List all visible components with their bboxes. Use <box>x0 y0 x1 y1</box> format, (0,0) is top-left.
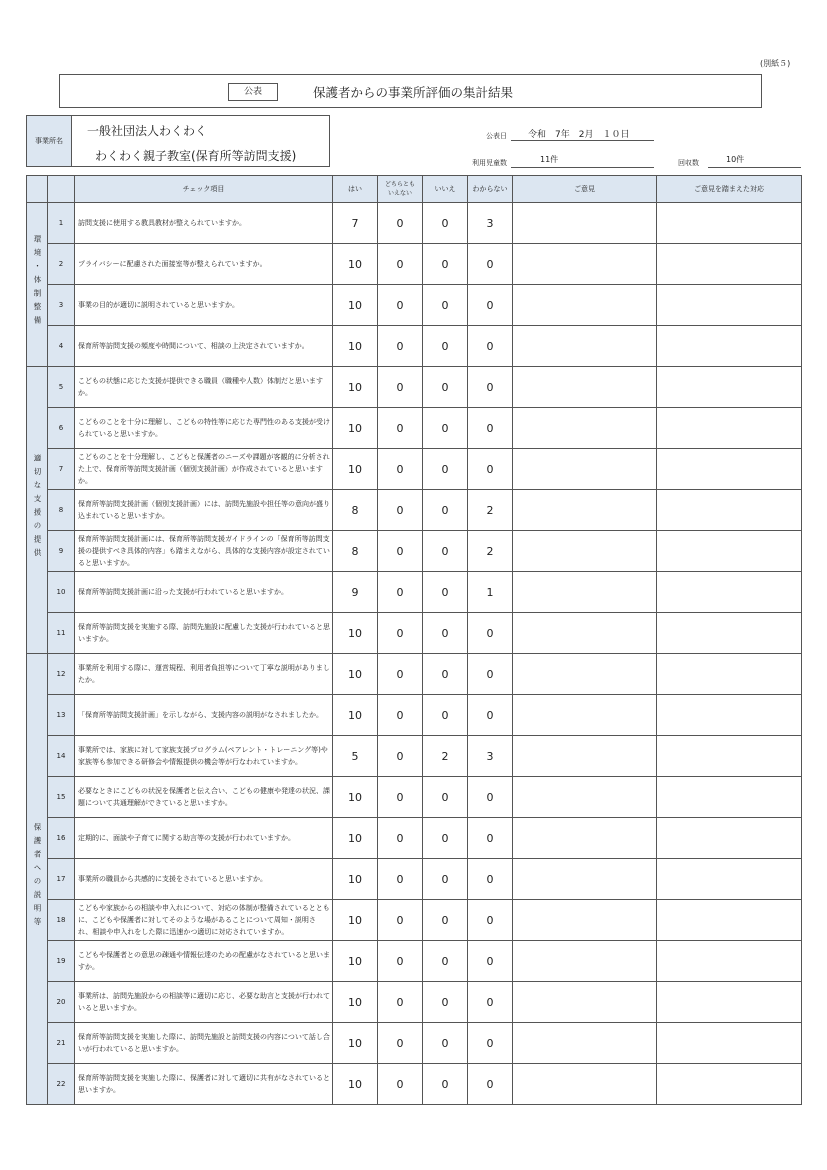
children-count-value: 11件 <box>511 154 654 168</box>
answer-neither: 0 <box>378 203 423 244</box>
answer-yes: 10 <box>333 777 378 818</box>
answer-neither: 0 <box>378 1023 423 1064</box>
opinion-cell <box>513 572 657 613</box>
answer-yes: 10 <box>333 900 378 941</box>
answer-no: 0 <box>423 613 468 654</box>
table-row <box>27 203 802 244</box>
row-number: 21 <box>48 1023 75 1064</box>
children-count-label: 利用児童数 <box>472 159 507 167</box>
response-cell <box>657 900 802 941</box>
category-cell <box>27 654 48 1105</box>
answer-neither: 0 <box>378 695 423 736</box>
answer-yes: 10 <box>333 1023 378 1064</box>
row-number: 22 <box>48 1064 75 1105</box>
organization-name: 一般社団法人わくわく <box>87 124 208 138</box>
response-cell <box>657 1064 802 1105</box>
header-no: いいえ <box>423 176 468 203</box>
pub-date-label: 公表日 <box>486 132 507 140</box>
header-blank <box>27 176 48 203</box>
response-cell <box>657 859 802 900</box>
opinion-cell <box>513 900 657 941</box>
opinion-cell <box>513 613 657 654</box>
opinion-cell <box>513 244 657 285</box>
question-text: こどもや家族からの相談や申入れについて、対応の体制が整備されているとともに、こどもや保護者に対してそのような場があることについて周知・説明され、相談や申入れをした際に迅速かつ適切に対応されていますか。 <box>75 900 333 941</box>
row-number: 16 <box>48 818 75 859</box>
answer-no: 0 <box>423 572 468 613</box>
answer-no: 0 <box>423 695 468 736</box>
answer-unknown: 0 <box>468 859 513 900</box>
response-cell <box>657 326 802 367</box>
response-cell <box>657 613 802 654</box>
response-cell <box>657 285 802 326</box>
answer-no: 0 <box>423 1064 468 1105</box>
answer-yes: 10 <box>333 941 378 982</box>
answer-no: 0 <box>423 326 468 367</box>
question-text: こどものことを十分に理解し、こどもの特性等に応じた専門性のある支援が受けられていると思いますか。 <box>75 408 333 449</box>
row-number: 19 <box>48 941 75 982</box>
response-cell <box>657 531 802 572</box>
answer-yes: 7 <box>333 203 378 244</box>
table-row <box>27 367 802 408</box>
office-name-box <box>72 115 330 167</box>
response-cell <box>657 736 802 777</box>
question-text: こどものことを十分理解し、こどもと保護者のニーズや課題が客観的に分析された上で、保育所等訪問支援計画（個別支援計画）が作成されていると思いますか。 <box>75 449 333 490</box>
answer-neither: 0 <box>378 859 423 900</box>
question-text: 事業の目的が適切に説明されていると思いますか。 <box>75 285 333 326</box>
question-text: 保育所等訪問支援の頻度や時間について、相談の上決定されていますか。 <box>75 326 333 367</box>
answer-unknown: 0 <box>468 613 513 654</box>
response-cell <box>657 449 802 490</box>
opinion-cell <box>513 1023 657 1064</box>
table-row <box>27 490 802 531</box>
answer-yes: 10 <box>333 654 378 695</box>
answer-unknown: 0 <box>468 408 513 449</box>
opinion-cell <box>513 326 657 367</box>
answer-yes: 10 <box>333 859 378 900</box>
response-cell <box>657 1023 802 1064</box>
question-text: 事業所の職員から共感的に支援をされていると思いますか。 <box>75 859 333 900</box>
question-text: 必要なときにこどもの状況を保護者と伝え合い、こどもの健康や発達の状況、課題について共通理解ができていると思いますか。 <box>75 777 333 818</box>
response-cell <box>657 244 802 285</box>
table-row <box>27 982 802 1023</box>
answer-no: 0 <box>423 285 468 326</box>
row-number: 7 <box>48 449 75 490</box>
row-number: 8 <box>48 490 75 531</box>
response-cell <box>657 367 802 408</box>
question-text: 事業所では、家族に対して家族支援プログラム(ペアレント・トレーニング等)や家族等も参加できる研修会や情報提供の機会等が行なわれていますか。 <box>75 736 333 777</box>
question-text: 保育所等訪問支援を実施した際に、保護者に対して適切に共有がなされていると思いますか。 <box>75 1064 333 1105</box>
question-text: 事業所は、訪問先施設からの相談等に適切に応じ、必要な助言と支援が行われていると思いますか。 <box>75 982 333 1023</box>
table-row <box>27 777 802 818</box>
table-row <box>27 941 802 982</box>
question-text: 保育所等訪問支援を実施した際に、訪問先施設と訪問支援の内容について話し合いが行われていると思いますか。 <box>75 1023 333 1064</box>
row-number: 11 <box>48 613 75 654</box>
question-text: 「保育所等訪問支援計画」を示しながら、支援内容の説明がなされましたか。 <box>75 695 333 736</box>
answer-no: 0 <box>423 859 468 900</box>
office-name: わくわく親子教室(保育所等訪問支援) <box>95 149 297 163</box>
answer-no: 0 <box>423 367 468 408</box>
row-number: 4 <box>48 326 75 367</box>
answer-neither: 0 <box>378 572 423 613</box>
answer-no: 0 <box>423 777 468 818</box>
answer-unknown: 0 <box>468 900 513 941</box>
opinion-cell <box>513 531 657 572</box>
answer-yes: 8 <box>333 490 378 531</box>
table-row <box>27 818 802 859</box>
pub-date-value: 令和 7年 2月 １０日 <box>511 127 654 141</box>
answer-neither: 0 <box>378 1064 423 1105</box>
answer-unknown: 0 <box>468 326 513 367</box>
response-cell <box>657 941 802 982</box>
row-number: 6 <box>48 408 75 449</box>
answer-yes: 10 <box>333 982 378 1023</box>
opinion-cell <box>513 367 657 408</box>
table-row <box>27 244 802 285</box>
question-text: こどもの状態に応じた支援が提供できる職員（職種や人数）体制だと思いますか。 <box>75 367 333 408</box>
answer-neither: 0 <box>378 490 423 531</box>
header-unknown: わからない <box>468 176 513 203</box>
answer-unknown: 0 <box>468 244 513 285</box>
response-cell <box>657 818 802 859</box>
answer-unknown: 0 <box>468 285 513 326</box>
answer-neither: 0 <box>378 244 423 285</box>
opinion-cell <box>513 695 657 736</box>
response-cell <box>657 490 802 531</box>
answer-neither: 0 <box>378 531 423 572</box>
answer-neither: 0 <box>378 818 423 859</box>
answer-no: 0 <box>423 941 468 982</box>
opinion-cell <box>513 941 657 982</box>
answer-no: 0 <box>423 531 468 572</box>
answer-no: 0 <box>423 490 468 531</box>
question-text: 事業所を利用する際に、運営規程、利用者負担等について丁寧な説明がありましたか。 <box>75 654 333 695</box>
question-text: 訪問支援に使用する教具教材が整えられていますか。 <box>75 203 333 244</box>
answer-unknown: 3 <box>468 736 513 777</box>
answer-no: 0 <box>423 449 468 490</box>
answer-no: 0 <box>423 900 468 941</box>
row-number: 5 <box>48 367 75 408</box>
question-text: 定期的に、面談や子育てに関する助言等の支援が行われていますか。 <box>75 818 333 859</box>
answer-yes: 10 <box>333 613 378 654</box>
question-text: 保育所等訪問支援を実施する際、訪問先施設に配慮した支援が行われていると思いますか。 <box>75 613 333 654</box>
category-label: 適切な支援の提供 <box>33 454 42 562</box>
opinion-cell <box>513 408 657 449</box>
question-text: こどもや保護者との意思の疎通や情報伝達のための配慮がなされていると思いますか。 <box>75 941 333 982</box>
table-row <box>27 572 802 613</box>
row-number: 14 <box>48 736 75 777</box>
response-cell <box>657 695 802 736</box>
opinion-cell <box>513 449 657 490</box>
opinion-cell <box>513 818 657 859</box>
answer-yes: 10 <box>333 244 378 285</box>
header-yes: はい <box>333 176 378 203</box>
answer-neither: 0 <box>378 654 423 695</box>
answer-neither: 0 <box>378 900 423 941</box>
row-number: 10 <box>48 572 75 613</box>
answer-neither: 0 <box>378 982 423 1023</box>
row-number: 17 <box>48 859 75 900</box>
public-badge: 公表 <box>228 83 278 101</box>
office-label: 事業所名 <box>26 115 72 167</box>
response-cell <box>657 203 802 244</box>
answer-unknown: 0 <box>468 777 513 818</box>
category-cell <box>27 203 48 367</box>
table-row <box>27 326 802 367</box>
row-number: 12 <box>48 654 75 695</box>
response-cell <box>657 777 802 818</box>
answer-yes: 10 <box>333 449 378 490</box>
answer-unknown: 2 <box>468 531 513 572</box>
answer-neither: 0 <box>378 326 423 367</box>
answer-no: 0 <box>423 1023 468 1064</box>
answer-no: 0 <box>423 203 468 244</box>
answer-yes: 10 <box>333 818 378 859</box>
answer-unknown: 0 <box>468 1064 513 1105</box>
answer-unknown: 0 <box>468 1023 513 1064</box>
answer-neither: 0 <box>378 777 423 818</box>
header-response: ご意見を踏まえた対応 <box>657 176 802 203</box>
answer-no: 2 <box>423 736 468 777</box>
answer-neither: 0 <box>378 941 423 982</box>
row-number: 1 <box>48 203 75 244</box>
question-text: プライバシーに配慮された面接室等が整えられていますか。 <box>75 244 333 285</box>
answer-neither: 0 <box>378 449 423 490</box>
table-row <box>27 900 802 941</box>
response-cell <box>657 572 802 613</box>
question-text: 保育所等訪問支援計画に沿った支援が行われていると思いますか。 <box>75 572 333 613</box>
answer-unknown: 3 <box>468 203 513 244</box>
header-check-item: チェック項目 <box>75 176 333 203</box>
answer-unknown: 2 <box>468 490 513 531</box>
answer-yes: 10 <box>333 695 378 736</box>
opinion-cell <box>513 203 657 244</box>
answer-yes: 10 <box>333 1064 378 1105</box>
responses-label: 回収数 <box>678 159 699 167</box>
opinion-cell <box>513 285 657 326</box>
answer-neither: 0 <box>378 367 423 408</box>
opinion-cell <box>513 777 657 818</box>
answer-no: 0 <box>423 244 468 285</box>
category-label: 環境・体制整備 <box>33 235 42 330</box>
row-number: 15 <box>48 777 75 818</box>
answer-neither: 0 <box>378 408 423 449</box>
opinion-cell <box>513 490 657 531</box>
answer-unknown: 0 <box>468 367 513 408</box>
table-row <box>27 736 802 777</box>
answer-yes: 9 <box>333 572 378 613</box>
row-number: 3 <box>48 285 75 326</box>
row-number: 9 <box>48 531 75 572</box>
responses-value: 10件 <box>708 154 801 168</box>
answer-yes: 10 <box>333 326 378 367</box>
answer-no: 0 <box>423 654 468 695</box>
answer-unknown: 0 <box>468 695 513 736</box>
answer-neither: 0 <box>378 736 423 777</box>
answer-neither: 0 <box>378 285 423 326</box>
answer-yes: 10 <box>333 285 378 326</box>
question-text: 保育所等訪問支援計画（個別支援計画）には、訪問先施設や担任等の意向が盛り込まれていると思いますか。 <box>75 490 333 531</box>
opinion-cell <box>513 736 657 777</box>
header-neither: どちらとも いえない <box>378 176 423 203</box>
response-cell <box>657 408 802 449</box>
question-text: 保育所等訪問支援計画には、保育所等訪問支援ガイドラインの「保育所等訪問支援の提供すべき具体的内容」も踏まえながら、具体的な支援内容が設定されていると思いますか。 <box>75 531 333 572</box>
answer-unknown: 1 <box>468 572 513 613</box>
row-number: 18 <box>48 900 75 941</box>
answer-yes: 10 <box>333 367 378 408</box>
title-box <box>59 74 762 108</box>
answer-no: 0 <box>423 982 468 1023</box>
table-row <box>27 654 802 695</box>
answer-no: 0 <box>423 818 468 859</box>
answer-unknown: 0 <box>468 941 513 982</box>
survey-table <box>26 175 802 1105</box>
annex-label: (別紙５) <box>760 59 791 68</box>
row-number: 2 <box>48 244 75 285</box>
opinion-cell <box>513 654 657 695</box>
opinion-cell <box>513 1064 657 1105</box>
table-row <box>27 285 802 326</box>
response-cell <box>657 982 802 1023</box>
answer-yes: 10 <box>333 408 378 449</box>
answer-yes: 8 <box>333 531 378 572</box>
table-row <box>27 613 802 654</box>
table-row <box>27 695 802 736</box>
header-number <box>48 176 75 203</box>
table-row <box>27 449 802 490</box>
answer-unknown: 0 <box>468 982 513 1023</box>
category-label: 保護者への説明等 <box>33 823 42 931</box>
header-opinion: ご意見 <box>513 176 657 203</box>
row-number: 20 <box>48 982 75 1023</box>
table-row <box>27 859 802 900</box>
category-cell <box>27 367 48 654</box>
answer-unknown: 0 <box>468 818 513 859</box>
opinion-cell <box>513 859 657 900</box>
table-row <box>27 408 802 449</box>
answer-yes: 5 <box>333 736 378 777</box>
page-title: 保護者からの事業所評価の集計結果 <box>313 85 514 100</box>
row-number: 13 <box>48 695 75 736</box>
response-cell <box>657 654 802 695</box>
answer-unknown: 0 <box>468 449 513 490</box>
table-row <box>27 1064 802 1105</box>
table-row <box>27 1023 802 1064</box>
answer-neither: 0 <box>378 613 423 654</box>
answer-no: 0 <box>423 408 468 449</box>
table-row <box>27 531 802 572</box>
answer-unknown: 0 <box>468 654 513 695</box>
opinion-cell <box>513 982 657 1023</box>
